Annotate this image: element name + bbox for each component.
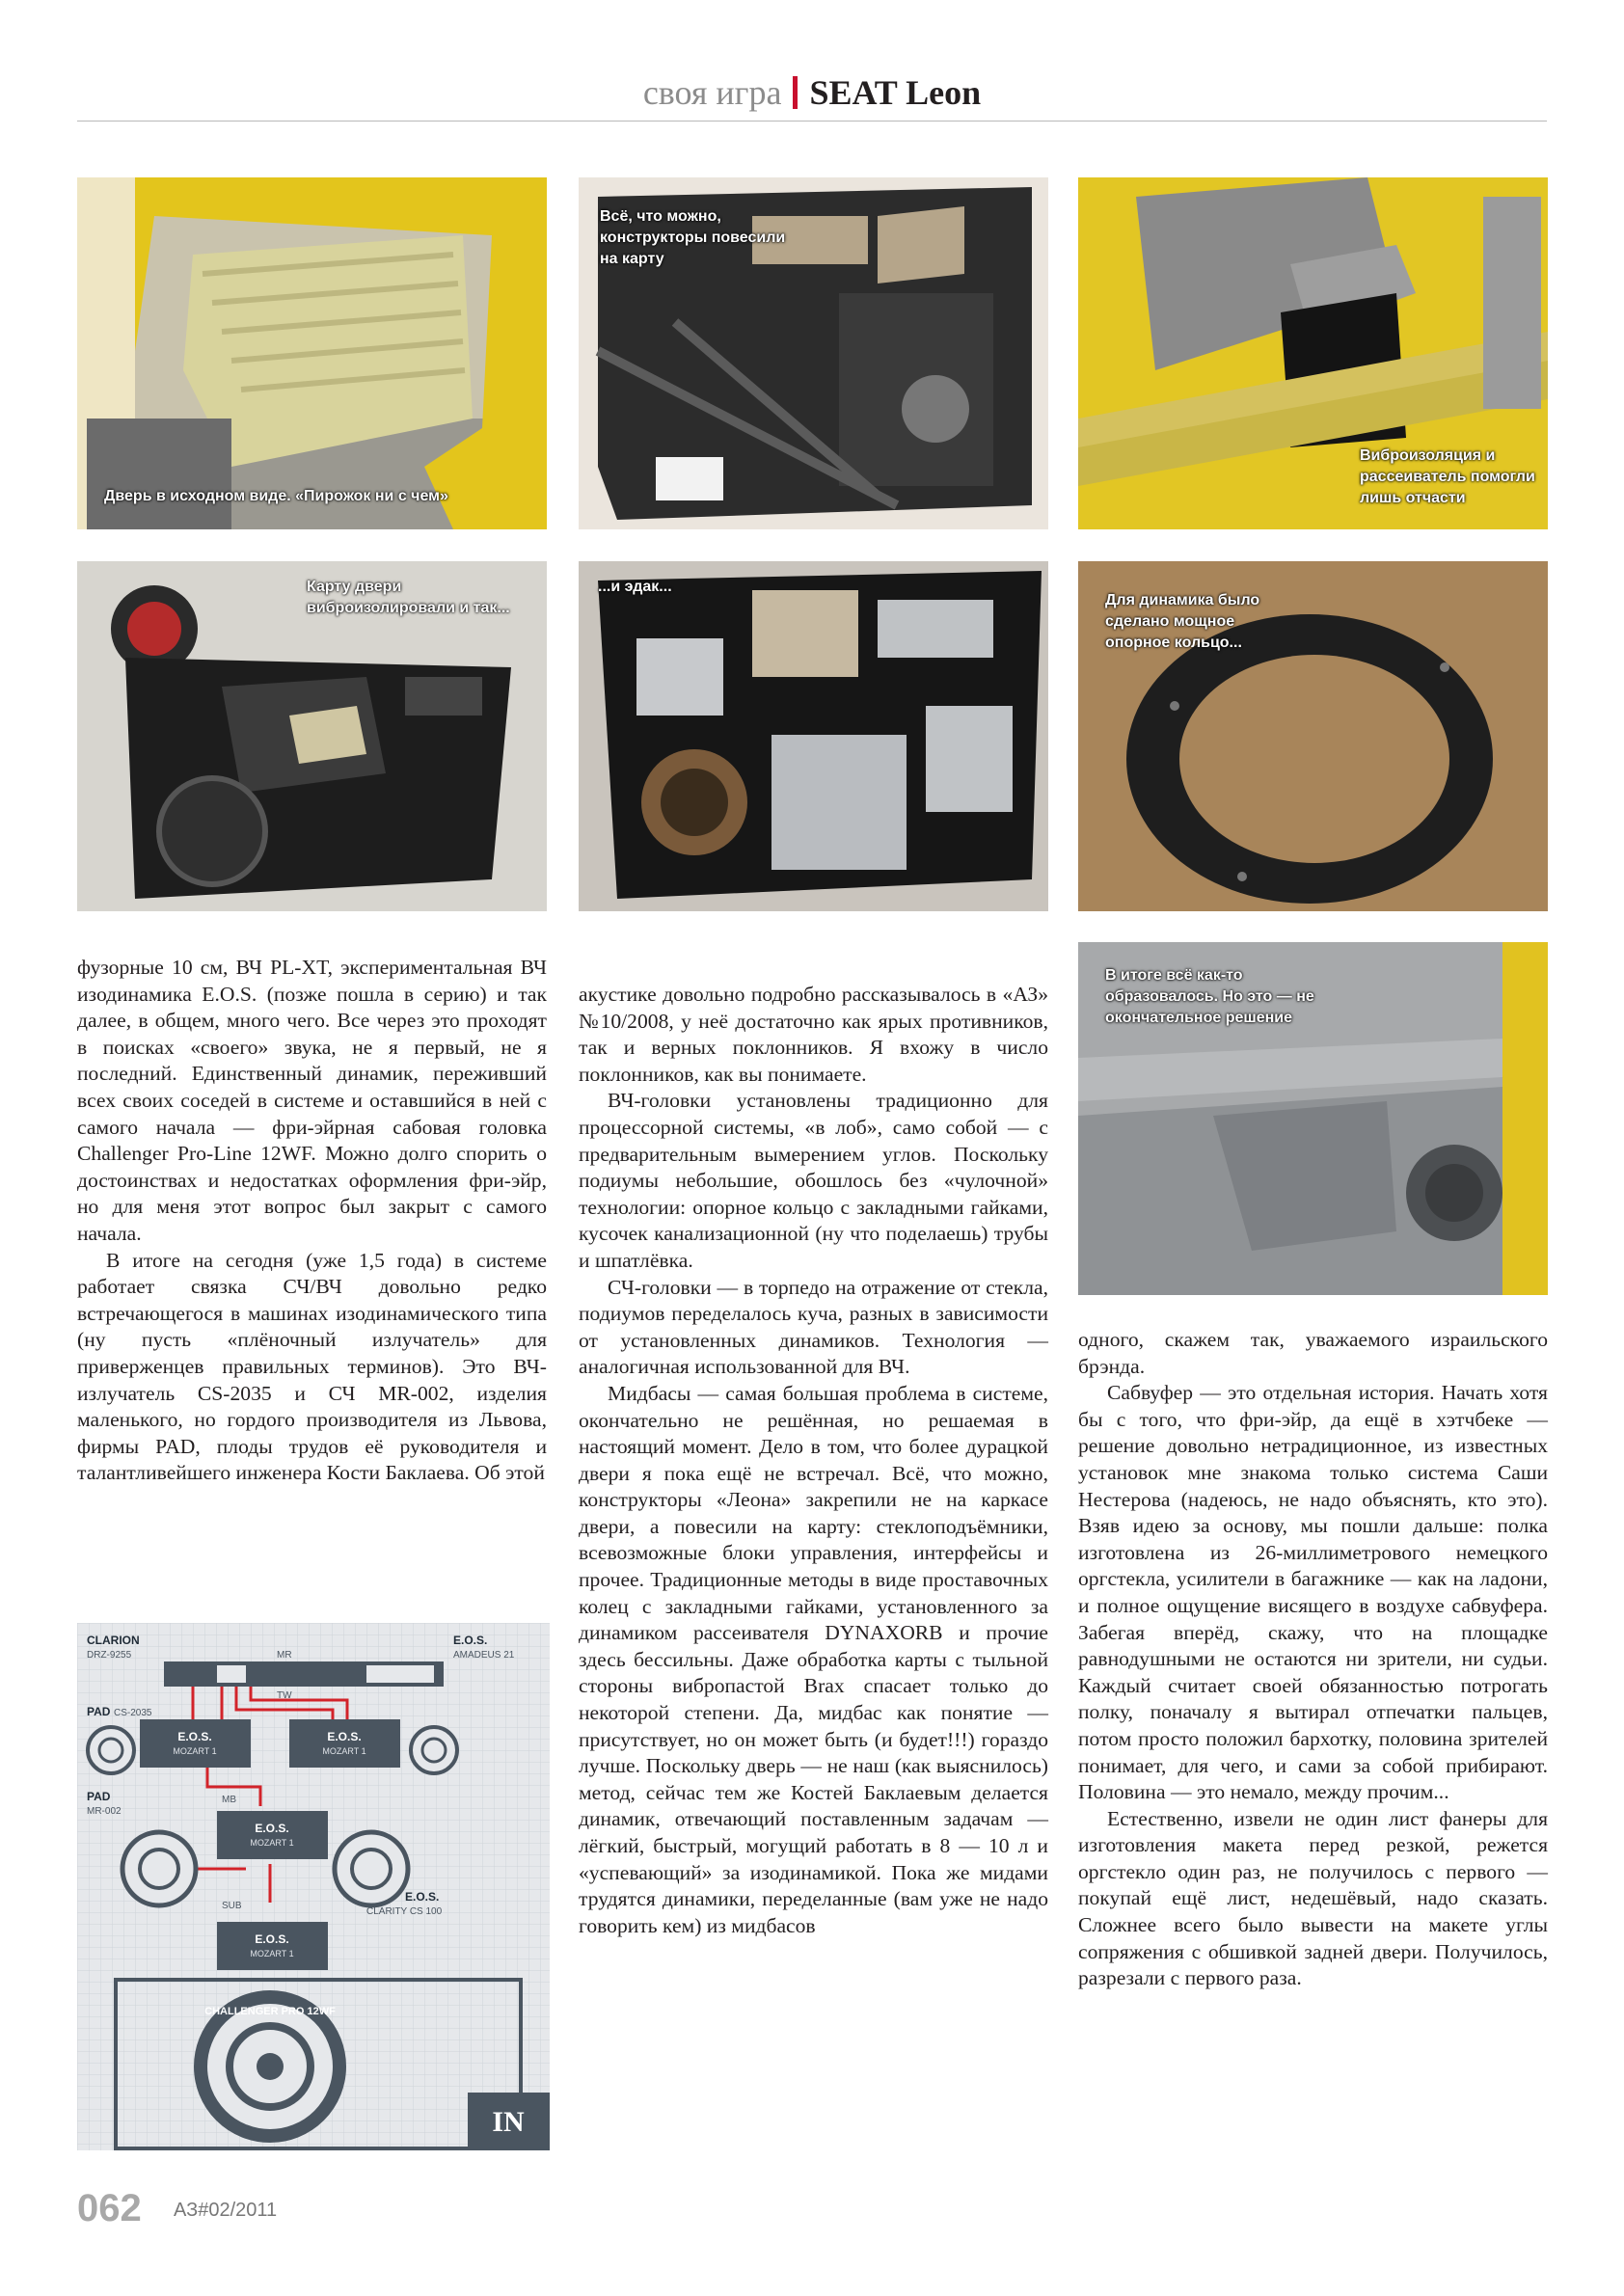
amp4-model: MOZART 1 [250,1949,294,1958]
photo-caption: Для динамика было сделано мощное опорное кольцо... [1105,592,1260,651]
wire-label-sub: SUB [222,1901,242,1911]
amp1-model: MOZART 1 [173,1746,217,1756]
clarity-brand: E.O.S. [405,1890,440,1904]
paragraph: акустике довольно подробно рассказывалось в «АЗ» №10/2008, у неё достаточно как ярых противников, так и верных поклонников. Я вхожу в число поклонников, как вы понимаете. [579,983,1048,1086]
eos-top-model: AMADEUS 21 [453,1650,515,1661]
paragraph: Естественно, извели не один лист фанеры для изготовления макета перед резкой, режется оргстекло один раз, не получилось с первого — покупай ещё лист, недешёвый, надо сказать. Сложнее всего было вывести на макете углы сопряжения с обшивкой задней двери. Получилось, разрезали с первого раза. [1078,1806,1548,1990]
eos-top-brand: E.O.S. [453,1634,488,1647]
wiring-diagram [77,1623,550,2150]
amp2-model: MOZART 1 [322,1746,366,1756]
header-divider [793,76,798,109]
pad-tw-brand: PAD [87,1705,111,1718]
clarity-model: CLARITY CS 100 [366,1906,443,1917]
amp1-brand: E.O.S. [177,1730,212,1743]
wire-label-tw: TW [277,1690,292,1701]
amp2-brand: E.O.S. [327,1730,362,1743]
header-rule [77,121,1547,122]
photo-door-original [77,177,547,529]
photo-door-card [579,177,1048,529]
photo-vibro-card-2 [579,561,1048,911]
issue-label: АЗ#02/2011 [174,2200,278,2221]
wire-label-mr: MR [277,1650,292,1661]
wire-label-mb: MB [222,1795,236,1805]
amp4-brand: E.O.S. [255,1932,289,1946]
magazine-logo: IN [492,2106,525,2138]
text-column-1 [77,955,547,1487]
page-title: SEAT Leon [809,73,982,112]
paragraph: В итоге на сегодня (уже 1,5 года) в системе работает связка СЧ/ВЧ довольно редко встречающегося в машинах изодинамического типа (ну пусть «плёночный излучатель» для приверженцев правильных терминов). Это ВЧ-излучатель CS-2035 и СЧ MR-002, изделия маленького, но гордого производителя из Львова, фирмы PAD, плоды трудов её руководителя и талантливейшего инженера Кости Баклаева. Об этой [77,1248,547,1485]
paragraph: Сабвуфер — это отдельная история. Начать хотя бы с того, что фри-эйр, да ещё в хэтчбеке — решение довольно нетрадиционное, из известных установок мне знакома только система Саши Нестерова (надеюсь, не надо объяснять, кто это). Взяв идею за основу, мы пошли дальше: полка изготовлена из 26-миллиметрового немецкого оргстекла, усилители в багажнике — как на ладони, и полное ощущение висящего в воздухе сабвуфера. Забегая вперёд, скажу, что на площадке равнодушными не остаются ни зрители, ни судьи. Каждый считает своей обязанностью потрогать полку, поначалу я вытирал отпечатки пальцев, потом просто положил бархотку, половина зрителей понимает, для чего, и сами за собой прибирают. Половина — это немало, между прочим... [1078,1381,1548,1804]
amp3-model: MOZART 1 [250,1838,294,1848]
paragraph: одного, скажем так, уважаемого израильского брэнда. [1078,1328,1548,1378]
pad-mr-brand: PAD [87,1790,111,1803]
photo-final-door [1078,942,1548,1295]
photo-caption: ...и эдак... [598,579,672,595]
page-number: 062 [77,2187,142,2229]
photo-vibro-diffuser [1078,177,1548,529]
photo-vibro-card-1 [77,561,547,911]
paragraph: фузорные 10 см, ВЧ PL-XT, экспериментальная ВЧ изодинамика E.O.S. (позже пошла в серию) и так далее, в общем, много чего. Все через это проходят в поисках «своего» звука, не я первый, не я последний. Единственный динамик, переживший всех своих соседей в системе и оставшийся в ней с самого начала — фри-эйрная сабовая головка Challenger Pro-Line 12WF. Можно долго спорить о достоинствах и недостатках оформления фри-эйр, но для меня этот вопрос был закрыт с самого начала. [77,956,547,1245]
paragraph: ВЧ-головки установлены традиционно для процессорной системы, «в лоб», само собой — с предварительным вымерением углов. Поскольку подиумы небольшие, обошлось без «чулочной» технологии: опорное кольцо с закладными гайками, кусочек канализационной (ну что поделаешь) трубы и шпатлёвка. [579,1089,1048,1272]
paragraph: СЧ-головки — в торпедо на отражение от стекла, подиумов переделалось куча, разных в зависимости от установленных динамиков. Технология — аналогичная использованной для ВЧ. [579,1275,1048,1379]
photo-speaker-ring [1078,561,1548,911]
text-column-3 [1078,1327,1548,1992]
head-unit-brand: CLARION [87,1634,140,1647]
head-unit-model: DRZ-9255 [87,1650,132,1661]
amp3-brand: E.O.S. [255,1822,289,1835]
pad-mr-model: MR-002 [87,1806,122,1817]
pad-tw-model: CS-2035 [114,1708,152,1718]
page-header [0,71,1624,114]
text-column-2 [579,982,1048,1939]
rubric: своя игра [642,73,782,112]
photo-caption: Виброизоляция и рассеиватель помогли лишь отчасти [1360,447,1535,506]
paragraph: Мидбасы — самая большая проблема в системе, окончательно не решённая, но решаемая в настоящий момент. Дело в том, что более дурацкой двери я пока ещё не встречал. Всё, что можно, конструкторы «Леона» закрепили не на каркасе двери, а повесили на карту: стеклоподъёмники, всевозможные блоки управления, интерфейсы и прочее. Традиционные методы в виде проставочных колец с закладными гайками, установленного за динамиком рассеивателя DYNAXORB и прочие здесь бессильны. Даже обработка карты с тыльной стороны вибропастой Brax спасает только до некоторой степени. Да, мидбас как понятие — присутствует, но он может быть (и будет!!!) гораздо лучше. Поскольку дверь — не наш (как выяснилось) метод, сейчас тем же Костей Баклаевым делается динамик, отвечающий поставленным задачам — лёгкий, быстрый, могущий работать в 8 — 10 л и «успевающий» за изодинамикой. Пока же мидами трудятся динамики, переделанные (вам уже не надо говорить кем) из мидбасов [579,1381,1048,1937]
photo-caption: Дверь в исходном виде. «Пирожок ни с чем» [104,488,448,504]
photo-caption: Всё, что можно, конструкторы повесили на карту [600,208,786,267]
photo-caption: Карту двери виброизолировали и так... [307,579,510,616]
photo-caption: В итоге всё как-то образовалось. Но это — не окончательное решение [1105,967,1314,1026]
sub-label: CHALLENGER PRO 12WF [204,2006,336,2017]
